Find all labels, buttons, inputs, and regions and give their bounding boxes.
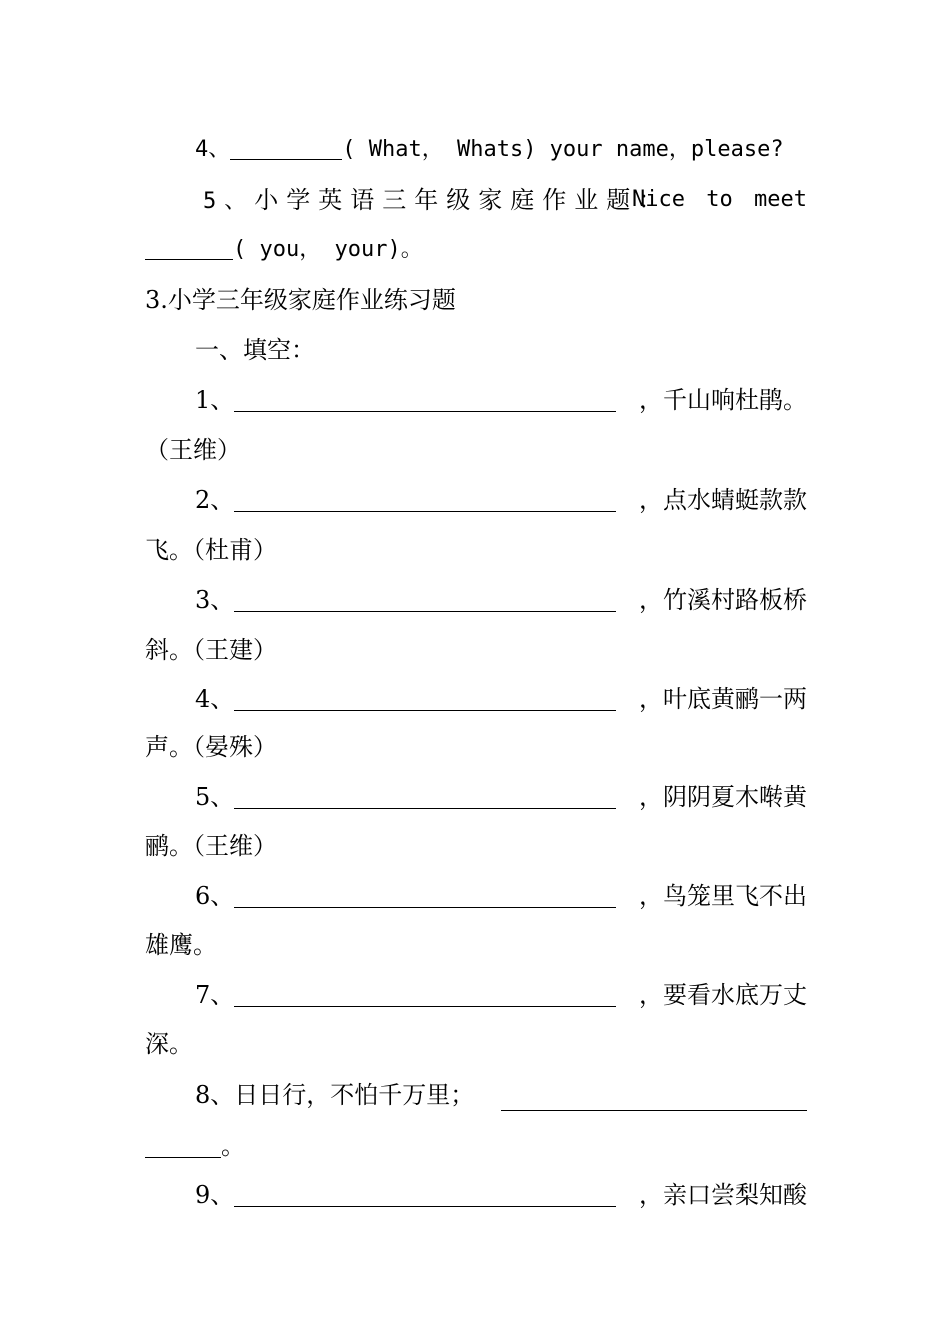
item-tail: ，鸟笼里飞不出: [639, 882, 807, 910]
answer-blank: [234, 680, 616, 711]
item-number: 5、: [195, 783, 235, 811]
fill-item-5: [195, 772, 807, 822]
question-text-cont: ( you， your)。: [233, 237, 423, 262]
item-number: 6、: [195, 882, 235, 910]
item-tail: ，点水蜻蜓款款: [639, 486, 807, 514]
fill-item-1-cont: （王维）: [145, 436, 241, 464]
answer-blank: [234, 877, 616, 908]
item-number: 7、: [195, 981, 235, 1009]
fill-item-8-cont: [145, 1121, 807, 1171]
fill-item-7-cont: 深。: [145, 1030, 193, 1058]
question-text-end: Nice to meet: [632, 187, 807, 212]
item-end: 。: [221, 1132, 245, 1160]
fill-item-3-cont: 斜。（王建）: [145, 636, 277, 664]
subsection-title: 一、填空：: [195, 336, 315, 364]
answer-blank: [501, 1080, 807, 1111]
item-number: 9、: [195, 1181, 235, 1209]
item-number: 3、: [195, 586, 235, 614]
fill-item-4-cont: 声。（晏殊）: [145, 733, 277, 761]
answer-blank: [234, 581, 616, 612]
answer-blank: [230, 129, 342, 160]
answer-blank: [234, 778, 616, 809]
fill-item-3: [195, 575, 807, 625]
item-tail: ，竹溪村路板桥: [639, 586, 807, 614]
item-number: 8、: [195, 1081, 235, 1109]
fill-item-6: [195, 871, 807, 921]
fill-item-2: [195, 475, 807, 525]
fill-item-2-cont: 飞。（杜甫）: [145, 536, 277, 564]
answer-blank: [234, 1176, 616, 1207]
item-tail: ，千山响杜鹃。: [639, 386, 807, 414]
answer-blank: [145, 1127, 221, 1158]
fill-item-6-cont: 雄鹰。: [145, 931, 217, 959]
english-question-4: [195, 125, 807, 175]
item-number: 1、: [195, 386, 235, 414]
item-tail: ，要看水底万丈: [639, 981, 807, 1009]
item-tail: ，叶底黄鹂一两: [639, 685, 807, 713]
section-title: 3.小学三年级家庭作业练习题: [145, 286, 456, 314]
item-number: 2、: [195, 486, 235, 514]
fill-item-9: [195, 1170, 807, 1220]
question-text: ( What， Whats) your name，please?: [342, 137, 784, 162]
fill-item-5-cont: 鹂。（王维）: [145, 832, 277, 860]
answer-blank: [234, 381, 616, 412]
fill-item-4: [195, 674, 807, 724]
fill-item-1: [195, 375, 807, 425]
fill-item-8: [195, 1070, 807, 1120]
item-number: 4、: [195, 685, 235, 713]
item-tail: ，阴阴夏木啭黄: [639, 783, 807, 811]
answer-blank: [234, 976, 616, 1007]
item-tail: ，亲口尝梨知酸: [639, 1181, 807, 1209]
question-prefix: 小学英语三年级家庭作业题：: [254, 186, 671, 214]
answer-blank: [145, 229, 233, 260]
english-question-5: [203, 175, 807, 225]
fill-item-7: [195, 970, 807, 1020]
english-question-5-cont: [145, 225, 807, 275]
question-number: 5、: [203, 189, 255, 214]
item-text: 日日行，不怕千万里；: [234, 1081, 475, 1109]
question-number: 4、: [195, 137, 231, 162]
answer-blank: [234, 481, 616, 512]
